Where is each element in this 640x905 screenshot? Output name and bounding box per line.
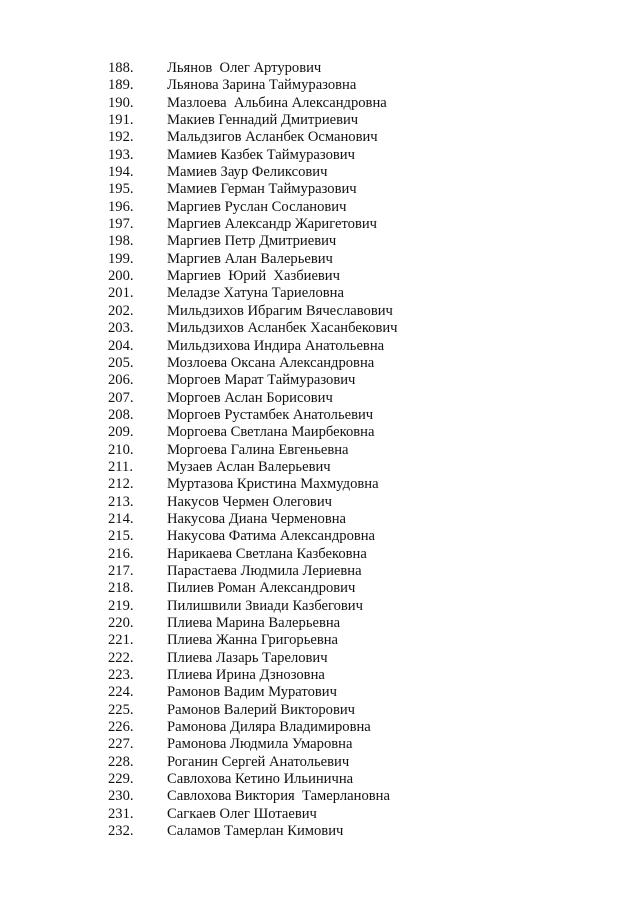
entry-number: 199. bbox=[108, 250, 134, 267]
list-item bbox=[108, 199, 398, 216]
entry-number: 231. bbox=[108, 805, 134, 822]
list-item bbox=[108, 459, 398, 476]
entry-name: Маргиев Александр Жаригетович bbox=[167, 216, 377, 233]
entry-name: Мамиев Казбек Таймуразович bbox=[167, 146, 355, 163]
entry-number: 217. bbox=[108, 562, 134, 579]
list-item bbox=[108, 823, 398, 840]
list-item bbox=[108, 754, 398, 771]
entry-name: Плиева Марина Валерьевна bbox=[167, 615, 341, 631]
entry-name: Рамонов Вадим Муратович bbox=[167, 684, 337, 701]
list-item bbox=[108, 251, 398, 268]
list-item bbox=[108, 181, 398, 198]
entry-name: Моргоев Рустамбек Анатольевич bbox=[167, 406, 374, 423]
list-item bbox=[108, 615, 398, 632]
entry-number: 195. bbox=[108, 181, 134, 198]
entry-name: Парастаева Людмила Лериевна bbox=[167, 562, 362, 579]
entry-name: Макиев Геннадий Дмитриевич bbox=[167, 112, 359, 129]
entry-number: 211. bbox=[108, 458, 133, 475]
name-list bbox=[108, 60, 398, 840]
entry-name: Пилиев Роман Александрович bbox=[167, 580, 356, 597]
list-item bbox=[108, 372, 398, 389]
entry-number: 218. bbox=[108, 580, 134, 597]
list-item bbox=[108, 650, 398, 667]
entry-number: 213. bbox=[108, 493, 134, 510]
list-item bbox=[108, 164, 398, 181]
entry-name: Маргиев Руслан Сосланович bbox=[167, 198, 347, 215]
list-item bbox=[108, 338, 398, 355]
entry-name: Мазлоева Альбина Александровна bbox=[167, 94, 387, 111]
entry-name: Нарикаева Светлана Казбековна bbox=[167, 545, 367, 562]
list-item bbox=[108, 702, 398, 719]
entry-number: 196. bbox=[108, 198, 134, 215]
entry-number: 202. bbox=[108, 302, 134, 319]
entry-number: 197. bbox=[108, 216, 134, 233]
entry-name: Маргиев Петр Дмитриевич bbox=[167, 233, 337, 250]
list-item bbox=[108, 546, 398, 563]
list-item bbox=[108, 719, 398, 736]
entry-number: 194. bbox=[108, 164, 134, 181]
entry-number: 222. bbox=[108, 649, 134, 666]
entry-number: 192. bbox=[108, 129, 134, 146]
entry-name: Льянова Зарина Таймуразовна bbox=[167, 77, 357, 94]
entry-name: Плиева Лазарь Тарелович bbox=[167, 649, 328, 666]
list-item bbox=[108, 303, 398, 320]
entry-name: Плиева Жанна Григорьевна bbox=[167, 632, 339, 649]
list-item bbox=[108, 112, 398, 129]
entry-number: 223. bbox=[108, 667, 134, 684]
entry-number: 188. bbox=[108, 60, 134, 76]
entry-number: 209. bbox=[108, 424, 134, 441]
entry-number: 227. bbox=[108, 736, 134, 753]
entry-number: 216. bbox=[108, 545, 134, 562]
entry-number: 224. bbox=[108, 684, 134, 701]
entry-number: 204. bbox=[108, 337, 134, 354]
entry-number: 191. bbox=[108, 112, 134, 129]
entry-name: Моргоева Светлана Маирбековна bbox=[167, 424, 375, 441]
list-item bbox=[108, 771, 398, 788]
list-item bbox=[108, 407, 398, 424]
list-item bbox=[108, 684, 398, 701]
entry-number: 205. bbox=[108, 354, 134, 371]
list-item bbox=[108, 424, 398, 441]
entry-number: 214. bbox=[108, 510, 134, 527]
list-item bbox=[108, 580, 398, 597]
list-item bbox=[108, 736, 398, 753]
entry-number: 228. bbox=[108, 753, 134, 770]
list-item bbox=[108, 598, 398, 615]
list-item bbox=[108, 563, 398, 580]
entry-name: Накусова Фатима Александровна bbox=[167, 528, 376, 545]
list-item bbox=[108, 216, 398, 233]
entry-name: Рамонова Диляра Владимировна bbox=[167, 719, 371, 736]
entry-number: 220. bbox=[108, 615, 134, 631]
entry-name: Рамонов Валерий Викторович bbox=[167, 701, 355, 718]
entry-name: Мамиев Герман Таймуразович bbox=[167, 181, 357, 198]
list-item bbox=[108, 285, 398, 302]
list-item bbox=[108, 494, 398, 511]
entry-number: 206. bbox=[108, 372, 134, 389]
entry-name: Моргоев Аслан Борисович bbox=[167, 389, 333, 406]
list-item bbox=[108, 511, 398, 528]
entry-number: 208. bbox=[108, 406, 134, 423]
entry-number: 226. bbox=[108, 719, 134, 736]
entry-name: Саламов Тамерлан Кимович bbox=[167, 823, 344, 840]
entry-number: 219. bbox=[108, 597, 134, 614]
entry-number: 232. bbox=[108, 823, 134, 840]
list-item bbox=[108, 95, 398, 112]
entry-number: 190. bbox=[108, 94, 134, 111]
entry-number: 201. bbox=[108, 285, 134, 302]
list-item bbox=[108, 806, 398, 823]
entry-name: Рамонова Людмила Умаровна bbox=[167, 736, 353, 753]
entry-number: 189. bbox=[108, 77, 134, 94]
entry-number: 200. bbox=[108, 268, 134, 285]
list-item bbox=[108, 390, 398, 407]
entry-name: Маргиев Алан Валерьевич bbox=[167, 250, 333, 267]
entry-name: Мальдзигов Асланбек Османович bbox=[167, 129, 378, 146]
entry-name: Маргиев Юрий Хазбиевич bbox=[167, 268, 340, 285]
entry-number: 212. bbox=[108, 476, 134, 493]
entry-name: Роганин Сергей Анатольевич bbox=[167, 753, 350, 770]
entry-number: 225. bbox=[108, 701, 134, 718]
entry-number: 210. bbox=[108, 441, 134, 458]
entry-number: 221. bbox=[108, 632, 134, 649]
list-item bbox=[108, 233, 398, 250]
entry-number: 230. bbox=[108, 788, 134, 805]
list-item bbox=[108, 147, 398, 164]
entry-name: Моргоев Марат Таймуразович bbox=[167, 372, 356, 389]
entry-name: Моргоева Галина Евгеньевна bbox=[167, 441, 349, 458]
entry-name: Мильдзихов Асланбек Хасанбекович bbox=[167, 320, 398, 337]
entry-name: Музаев Аслан Валерьевич bbox=[167, 458, 331, 475]
list-item bbox=[108, 320, 398, 337]
entry-name: Льянов Олег Артурович bbox=[167, 60, 322, 76]
entry-name: Плиева Ирина Дзнозовна bbox=[167, 667, 325, 684]
entry-name: Муртазова Кристина Махмудовна bbox=[167, 476, 379, 493]
entry-name: Пилишвили Звиади Казбегович bbox=[167, 597, 363, 614]
list-item bbox=[108, 476, 398, 493]
list-item bbox=[108, 442, 398, 459]
list-item bbox=[108, 77, 398, 94]
entry-name: Мильдзихов Ибрагим Вячеславович bbox=[167, 302, 393, 319]
list-item bbox=[108, 788, 398, 805]
entry-number: 198. bbox=[108, 233, 134, 250]
list-item bbox=[108, 632, 398, 649]
entry-number: 193. bbox=[108, 146, 134, 163]
list-item bbox=[108, 129, 398, 146]
entry-name: Савлохова Виктория Тамерлановна bbox=[167, 788, 390, 805]
entry-name: Мамиев Заур Феликсович bbox=[167, 164, 328, 181]
list-item bbox=[108, 268, 398, 285]
list-item bbox=[108, 667, 398, 684]
entry-number: 207. bbox=[108, 389, 134, 406]
list-item bbox=[108, 528, 398, 545]
entry-number: 215. bbox=[108, 528, 134, 545]
entry-number: 203. bbox=[108, 320, 134, 337]
entry-name: Мозлоева Оксана Александровна bbox=[167, 354, 375, 371]
entry-name: Накусов Чермен Олегович bbox=[167, 493, 332, 510]
entry-name: Меладзе Хатуна Тариеловна bbox=[167, 285, 344, 302]
list-item bbox=[108, 355, 398, 372]
entry-number: 229. bbox=[108, 771, 134, 788]
entry-name: Сагкаев Олег Шотаевич bbox=[167, 805, 317, 822]
entry-name: Савлохова Кетино Ильинична bbox=[167, 771, 354, 788]
entry-name: Мильдзихова Индира Анатольевна bbox=[167, 337, 385, 354]
entry-name: Накусова Диана Черменовна bbox=[167, 510, 347, 527]
list-item bbox=[108, 60, 398, 77]
